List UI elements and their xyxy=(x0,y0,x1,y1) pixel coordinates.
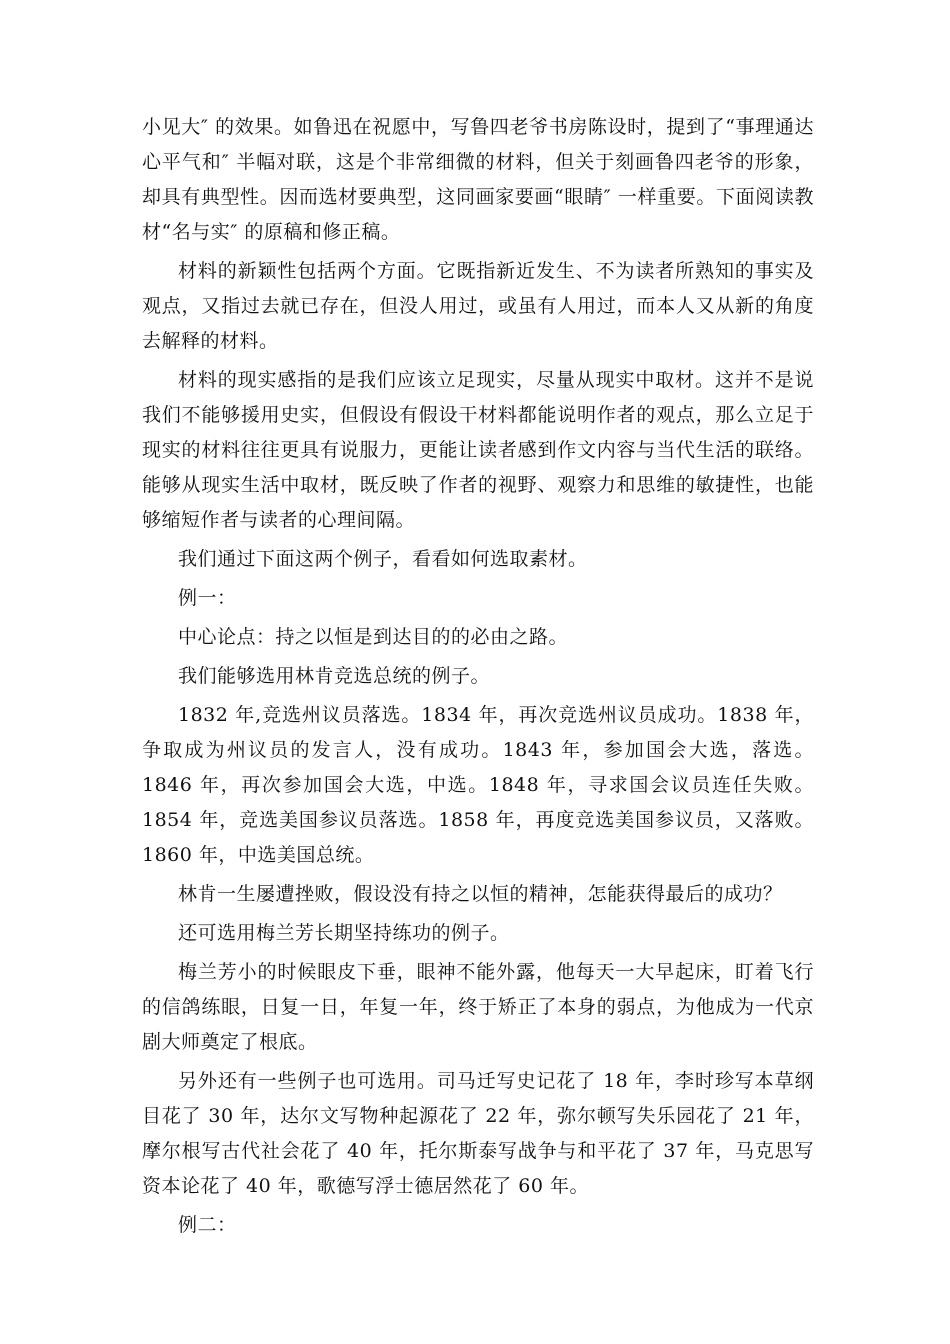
paragraph-reality: 材料的现实感指的是我们应该立足现实，尽量从现实中取材。这并不是说我们不能够援用史实，但假设有假设干材料都能说明作者的观点，那么立足于现实的材料往往更具有说服力，更能让读者感到作文内容与当代生活的联络。能够从现实生活中取材，既反映了作者的视野、观察力和思维的敏捷性，也能够缩短作者与读者的心理间隔。 xyxy=(142,369,814,531)
paragraph-example-one-heading: 例一： xyxy=(178,587,237,609)
paragraph-example-two-heading: 例二： xyxy=(178,1214,237,1236)
paragraph-central-thesis: 中心论点：持之以恒是到达目的的必由之路。 xyxy=(178,626,569,648)
paragraph-other-examples: 另外还有一些例子也可选用。司马迁写史记花了 18 年，李时珍写本草纲目花了 30 年，达尔文写物种起源花了 22 年，弥尔顿写失乐园花了 21 年，摩尔根写古代社会花了 40 年，托尔斯泰写战争与和平花了 37 年，马克思写资本论花了 40 年，歌德写浮士德居然花了 60 年。 xyxy=(142,1070,814,1197)
paragraph-examples-intro: 我们通过下面这两个例子，看看如何选取素材。 xyxy=(178,548,588,570)
paragraph-lincoln-intro: 我们能够选用林肯竞选总统的例子。 xyxy=(178,665,491,687)
document-page xyxy=(142,110,814,1247)
paragraph-intro: 小见大″ 的效果。如鲁迅在祝愿中，写鲁四老爷书房陈设时，提到了“事理通达心平气和″ 半幅对联，这是个非常细微的材料，但关于刻画鲁四老爷的形象，却具有典型性。因而选材要典型，这同画家要画“眼睛″ 一样重要。下面阅读教材“名与实″ 的原稿和修正稿。 xyxy=(142,116,814,243)
paragraph-meilanfang-intro: 还可选用梅兰芳长期坚持练功的例子。 xyxy=(178,922,510,944)
paragraph-meilanfang-story: 梅兰芳小的时候眼皮下垂，眼神不能外露，他每天一大早起床，盯着飞行的信鸽练眼，日复一日，年复一年，终于矫正了本身的弱点，为他成为一代京剧大师奠定了根底。 xyxy=(142,961,814,1053)
paragraph-lincoln-timeline: 1832 年,竞选州议员落选。1834 年，再次竞选州议员成功。1838 年，争取成为州议员的发言人，没有成功。1843 年，参加国会大选，落选。1846 年，再次参加国会大选，中选。1848 年，寻求国会议员连任失败。1854 年，竞选美国参议员落选。1858 年，再度竞选美国参议员，又落败。1860 年，中选美国总统。 xyxy=(142,704,814,866)
paragraph-novelty: 材料的新颖性包括两个方面。它既指新近发生、不为读者所熟知的事实及观点，又指过去就已存在，但没人用过，或虽有人用过，而本人又从新的角度去解释的材料。 xyxy=(142,260,814,352)
paragraph-lincoln-conclusion: 林肯一生屡遭挫败，假设没有持之以恒的精神，怎能获得最后的成功？ xyxy=(178,883,783,905)
